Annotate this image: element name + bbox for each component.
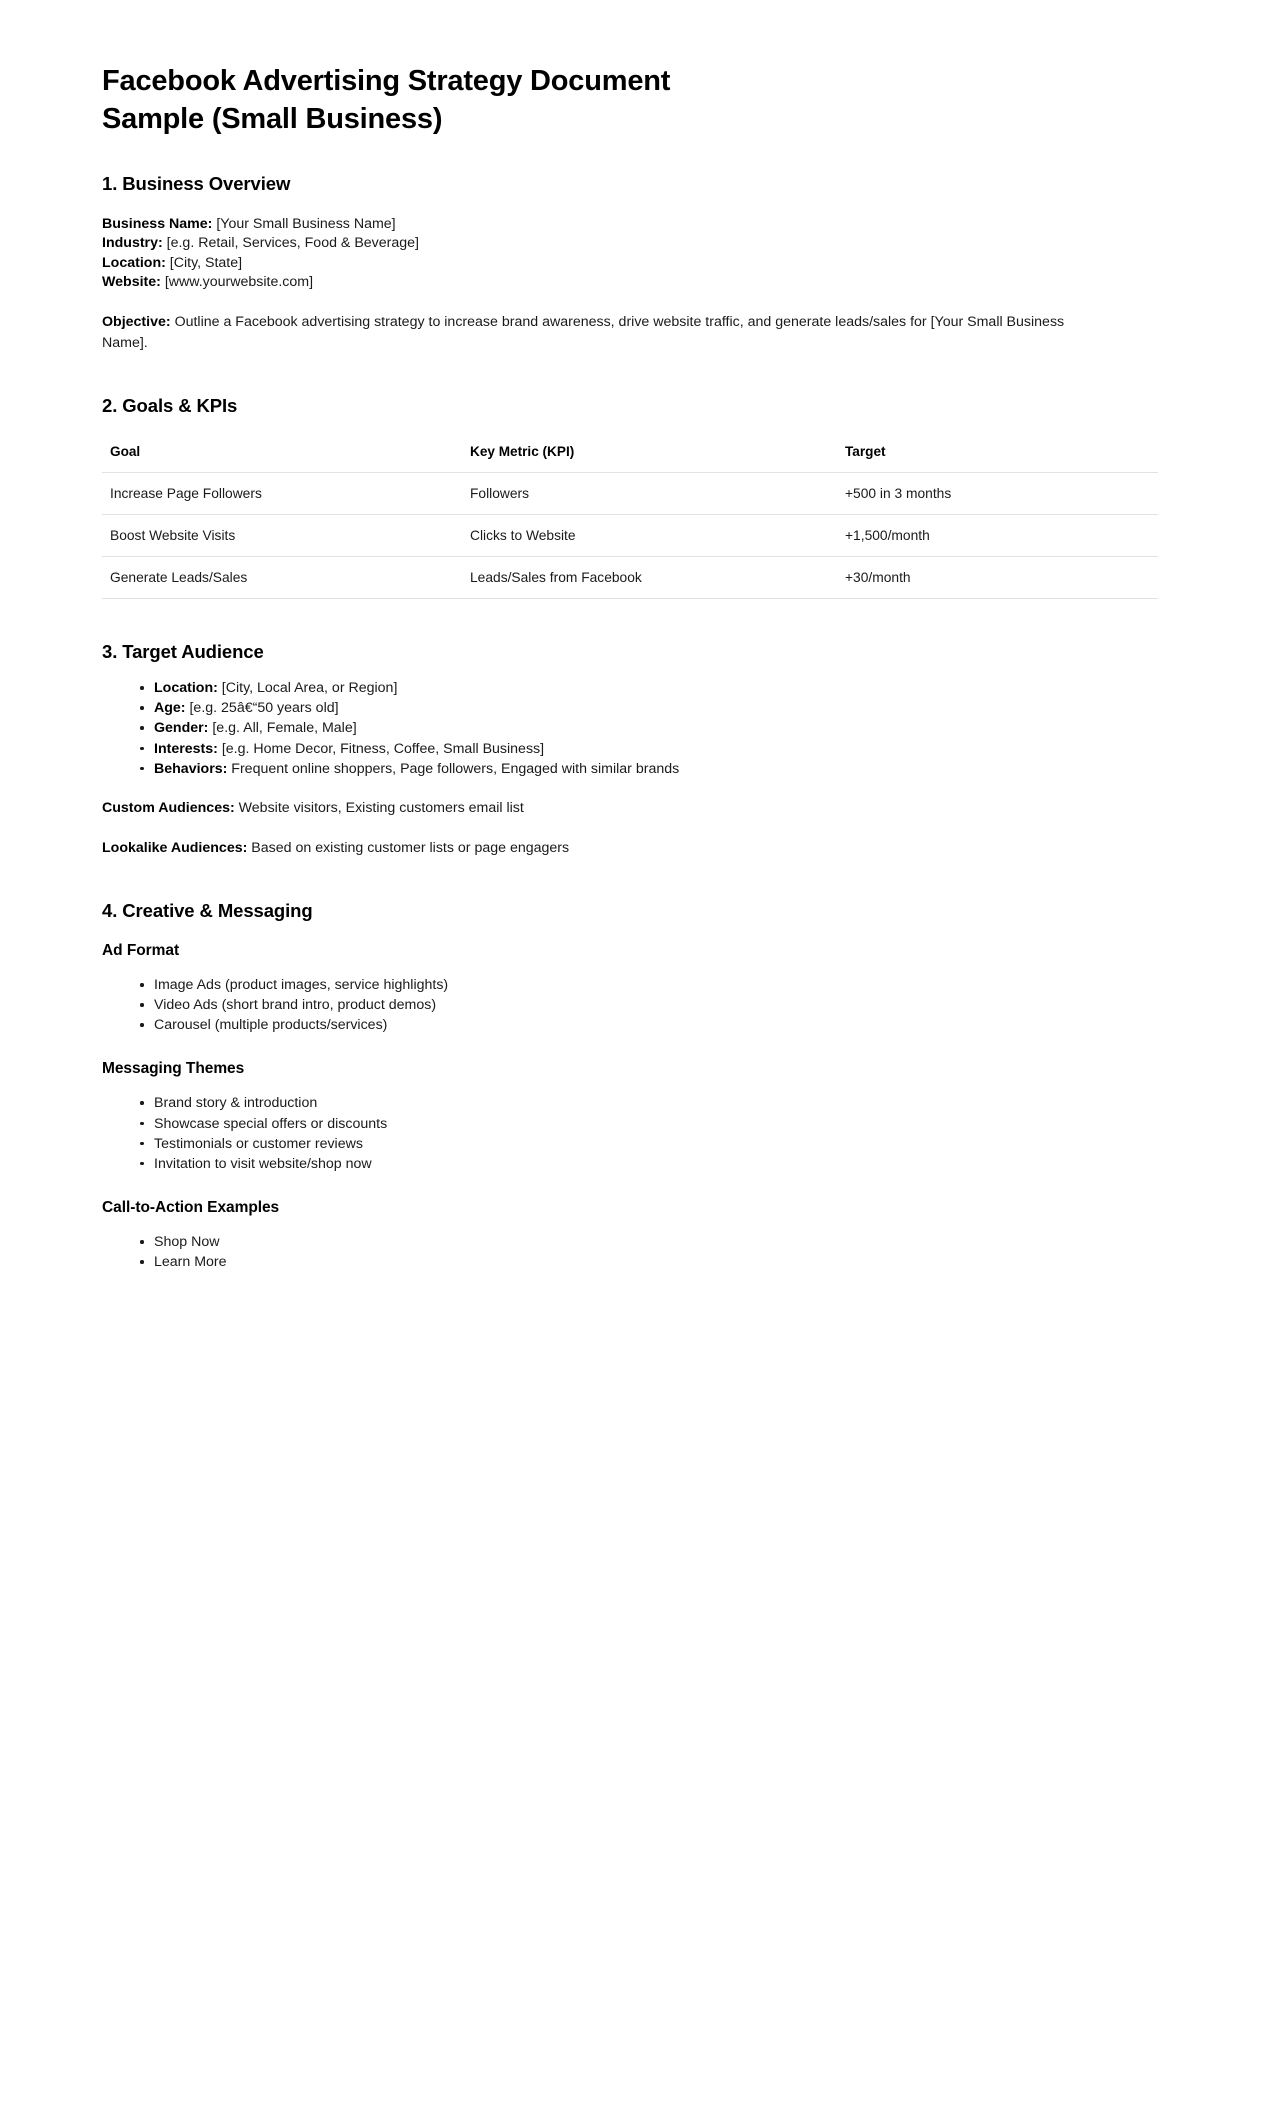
section-heading-target-audience: 3. Target Audience <box>102 641 264 663</box>
bullet-label-behaviors: Behaviors: <box>154 760 228 777</box>
page-title-line-2: Sample (Small Business) <box>102 103 443 136</box>
list-item: Brand story & introduction <box>154 1093 1161 1113</box>
cta-examples-list <box>102 1232 1161 1272</box>
field-industry <box>102 234 1161 254</box>
lookalike-audiences-label: Lookalike Audiences: <box>102 840 248 857</box>
column-header-key-metric: Key Metric (KPI) <box>462 444 837 473</box>
list-item: Testimonials or customer reviews <box>154 1134 1161 1154</box>
cell-key-metric: Clicks to Website <box>462 515 837 557</box>
field-business-name <box>102 215 1161 235</box>
section-heading-business-overview: 1. Business Overview <box>102 172 291 194</box>
bullet-value-interests: [e.g. Home Decor, Fitness, Coffee, Small Business] <box>221 740 545 757</box>
bullet-value-gender: [e.g. All, Female, Male] <box>212 720 357 737</box>
cell-goal: Generate Leads/Sales <box>102 557 462 599</box>
field-business-name-value: [Your Small Business Name] <box>216 215 396 232</box>
field-location-label: Location: <box>102 254 166 271</box>
objective-text: Outline a Facebook advertising strategy to increase brand awareness, drive website traffic, and generate leads/sales for [Your Small Business Name]. <box>102 313 1065 352</box>
bullet-value-behaviors: Frequent online shoppers, Page followers, Engaged with similar brands <box>231 760 680 777</box>
subsection-heading-cta-examples: Call-to-Action Examples <box>102 1199 280 1217</box>
field-location <box>102 254 1161 274</box>
cell-key-metric: Leads/Sales from Facebook <box>462 557 837 599</box>
column-header-goal: Goal <box>102 444 462 473</box>
field-location-value: [City, State] <box>169 254 243 271</box>
field-industry-value: [e.g. Retail, Services, Food & Beverage] <box>166 235 420 252</box>
list-item: Carousel (multiple products/services) <box>154 1015 1161 1035</box>
lookalike-audiences-paragraph <box>102 838 1102 860</box>
list-item <box>154 718 1161 738</box>
field-website <box>102 273 1161 293</box>
list-item: Showcase special offers or discounts <box>154 1114 1161 1134</box>
bullet-label-location: Location: <box>154 680 218 697</box>
ad-format-list <box>102 975 1161 1035</box>
list-item: Shop Now <box>154 1232 1161 1252</box>
page-title-line-1: Facebook Advertising Strategy Document <box>102 65 671 97</box>
section-heading-goals-kpis: 2. Goals & KPIs <box>102 395 238 417</box>
list-item: Video Ads (short brand intro, product demos) <box>154 995 1161 1015</box>
bullet-value-location: [City, Local Area, or Region] <box>221 680 398 697</box>
bullet-label-gender: Gender: <box>154 720 209 737</box>
table-row <box>102 557 1158 599</box>
list-item <box>154 759 1161 779</box>
cell-target: +1,500/month <box>837 515 1158 557</box>
cell-target: +500 in 3 months <box>837 473 1158 515</box>
section-heading-creative-messaging: 4. Creative & Messaging <box>102 900 313 921</box>
target-audience-list <box>102 678 1161 779</box>
table-row <box>102 473 1158 515</box>
list-item <box>154 698 1161 718</box>
table-header-row <box>102 444 1158 473</box>
custom-audiences-label: Custom Audiences: <box>102 799 235 816</box>
lookalike-audiences-value: Based on existing customer lists or page engagers <box>251 840 570 857</box>
list-item: Image Ads (product images, service highlights) <box>154 975 1161 995</box>
field-website-label: Website: <box>102 274 161 291</box>
list-item: Invitation to visit website/shop now <box>154 1154 1161 1174</box>
bullet-value-age: [e.g. 25â€“50 years old] <box>189 700 339 717</box>
list-item <box>154 739 1161 759</box>
bullet-label-interests: Interests: <box>154 740 218 757</box>
cell-target: +30/month <box>837 557 1158 599</box>
field-business-name-label: Business Name: <box>102 215 213 232</box>
page-title <box>102 62 762 139</box>
column-header-target: Target <box>837 444 1158 473</box>
cell-key-metric: Followers <box>462 473 837 515</box>
field-industry-label: Industry: <box>102 235 163 252</box>
subsection-heading-ad-format: Ad Format <box>102 942 180 959</box>
list-item: Learn More <box>154 1252 1161 1272</box>
list-item <box>154 678 1161 698</box>
subsection-heading-messaging-themes: Messaging Themes <box>102 1060 245 1078</box>
objective-paragraph <box>102 312 1102 355</box>
table-row <box>102 515 1158 557</box>
goals-kpi-table <box>102 444 1158 599</box>
custom-audiences-value: Website visitors, Existing customers email list <box>238 799 524 816</box>
cell-goal: Boost Website Visits <box>102 515 462 557</box>
objective-label: Objective: <box>102 313 171 330</box>
custom-audiences-paragraph <box>102 798 1102 820</box>
cell-goal: Increase Page Followers <box>102 473 462 515</box>
bullet-label-age: Age: <box>154 700 186 717</box>
field-website-value: [www.yourwebsite.com] <box>164 274 314 291</box>
messaging-themes-list <box>102 1093 1161 1174</box>
